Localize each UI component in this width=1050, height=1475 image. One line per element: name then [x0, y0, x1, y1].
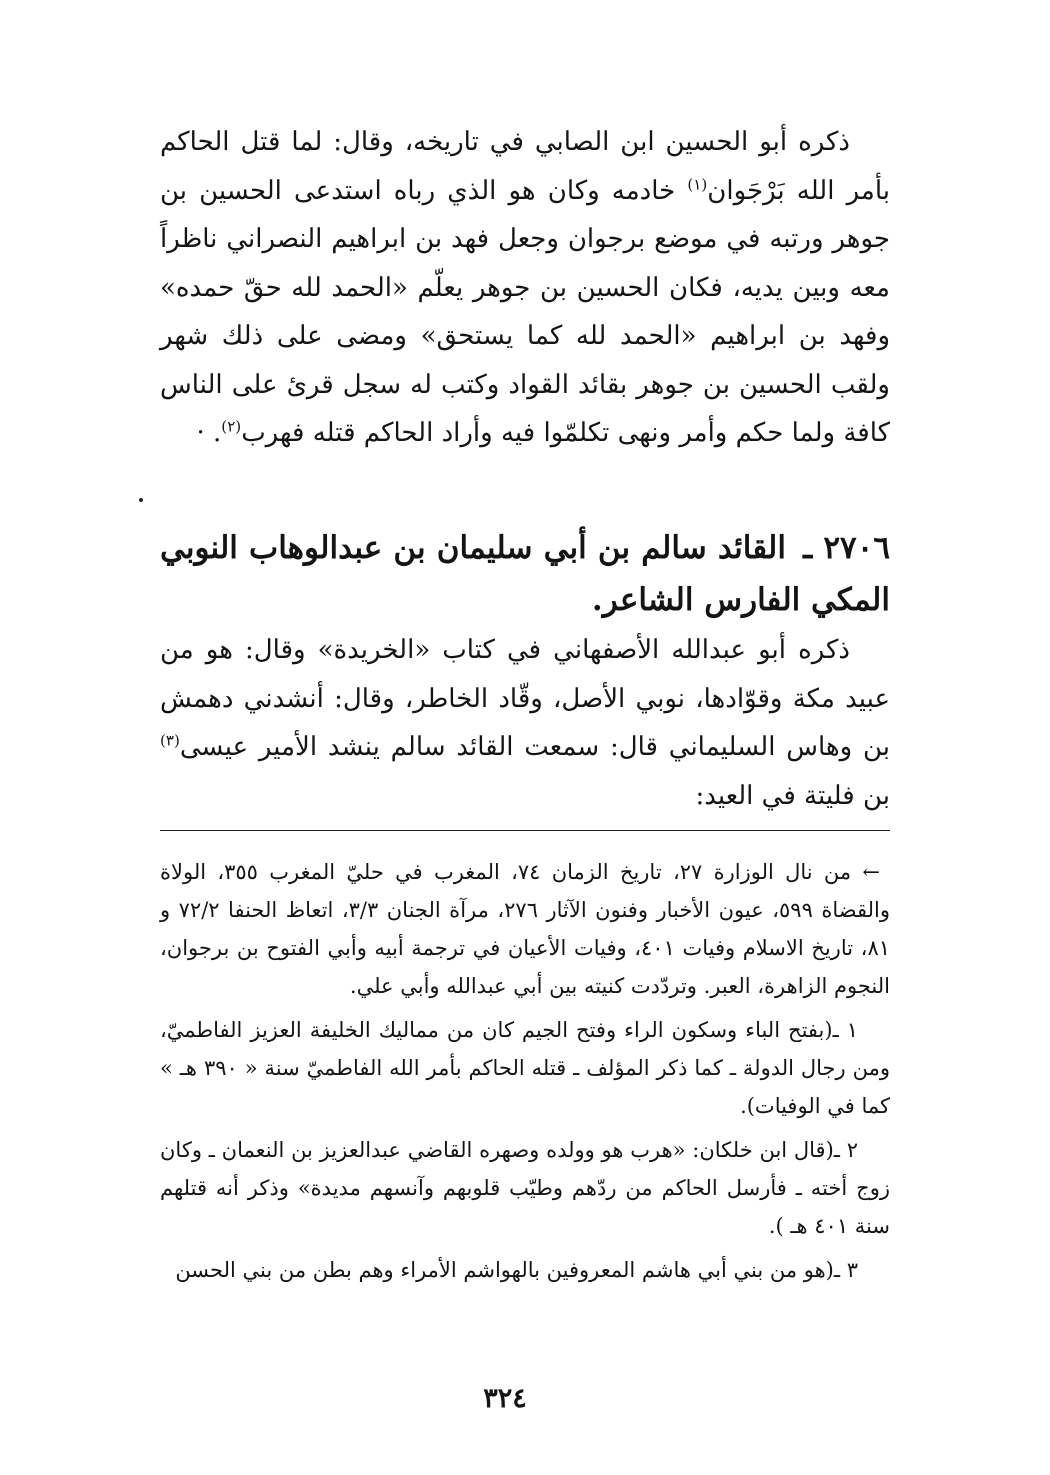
entry-title: القائد سالم بن أبي سليمان بن عبدالوهاب النوبي المكي الفارس الشاعر. [160, 530, 890, 618]
footnote-1 [160, 1011, 890, 1125]
ink-dot [139, 498, 143, 502]
footnote-number: ٢ ـ [833, 1138, 858, 1162]
footnote-3 [160, 1251, 890, 1289]
entry-number: ٢٧٠٦ ـ [803, 530, 891, 566]
footnote-number: ١ ـ [832, 1018, 858, 1042]
footnote-ref-2: (٢) [221, 417, 242, 436]
entry-text-part-2: بن فليتة في العيد: [695, 780, 890, 811]
entry-heading [160, 522, 890, 626]
footnote-text: (بفتح الباء وسكون الراء وفتح الجيم كان من مماليك الخليفة العزيز الفاطميّ، ومن رجال الدولة ـ كما ذكر المؤلف ـ قتله الحاكم بأمر الله الفاطميّ سنة « ٣٩٠ هـ » كما في الوفيات). [160, 1018, 890, 1118]
body-text-end: . · [196, 418, 222, 448]
footnote-continuation-text: من نال الوزارة ٢٧، تاريخ الزمان ٧٤، المغرب في حليّ المغرب ٣٥٥، الولاة والقضاة ٥٩٩، عيون الأخبار وفنون الآثار ٢٧٦، مرآة الجنان ٣/٣، اتعاظ الحنفا ٧٢/٢ و ٨١، تاريخ الاسلام وفيات ٤٠١، وفيات الأعيان في ترجمة أبيه وأبي الفتوح بن برجوان، النجوم الزاهرة، العبر. وتردّدت كنيته بين أبي عبدالله وأبي علي. [160, 860, 890, 998]
page-number: ٣٢٤ [483, 1383, 527, 1414]
footnotes-section [160, 853, 890, 1295]
footnote-text: (هو من بني أبي هاشم المعروفين بالهواشم الأمراء وهم بطن من بني الحسن [175, 1258, 834, 1282]
footnote-ref-1: (١) [687, 174, 708, 193]
continuation-arrow-icon: ← [862, 860, 881, 884]
footnote-number: ٣ ـ [833, 1258, 858, 1282]
entry-paragraph [160, 626, 890, 820]
footnote-continuation [160, 853, 890, 1005]
entry-text-part-1: ذكره أبو عبدالله الأصفهاني في كتاب «الخريدة» وقال: هو من عبيد مكة وقوّادها، نوبي الأصل، وقّاد الخاطر، وقال: أنشدني دهمش بن وهاس السليماني قال: سمعت القائد سالم ينشد الأمير عيسى [160, 635, 890, 762]
body-text-part-2: خادمه وكان هو الذي رباه استدعى الحسين بن جوهر ورتبه في موضع برجوان وجعل فهد بن ابراهيم النصراني ناظراً معه وبين يديه، فكان الحسين بن جوهر يعلّم «الحمد لله حقّ حمده» وفهد بن ابراهيم «الحمد لله كما يستحق» ومضى على ذلك شهر ولقب الحسين بن جوهر بقائد القواد وكتب له سجل قرئ على الناس كافة ولما حكم وأمر ونهى تكلمّوا فيه وأراد الحاكم قتله فهرب [160, 175, 890, 448]
footnote-ref-3: (٣) [160, 731, 180, 750]
footnote-divider [160, 830, 890, 831]
footnote-2 [160, 1131, 890, 1245]
footnote-text: (قال ابن خلكان: «هرب هو وولده وصهره القاضي عبدالعزيز بن النعمان ـ وكان زوج أخته ـ فأرسل الحاكم من ردّهم وطيّب قلوبهم وآنسهم مديدة» وذكر أنه قتلهم سنة ٤٠١ هـ ). [160, 1138, 890, 1238]
body-text-part-1: ذكره أبو الحسين ابن الصابي في تاريخه، وقال: لما قتل الحاكم بأمر الله بَرْجَوان [160, 127, 890, 206]
body-paragraph [160, 118, 890, 458]
